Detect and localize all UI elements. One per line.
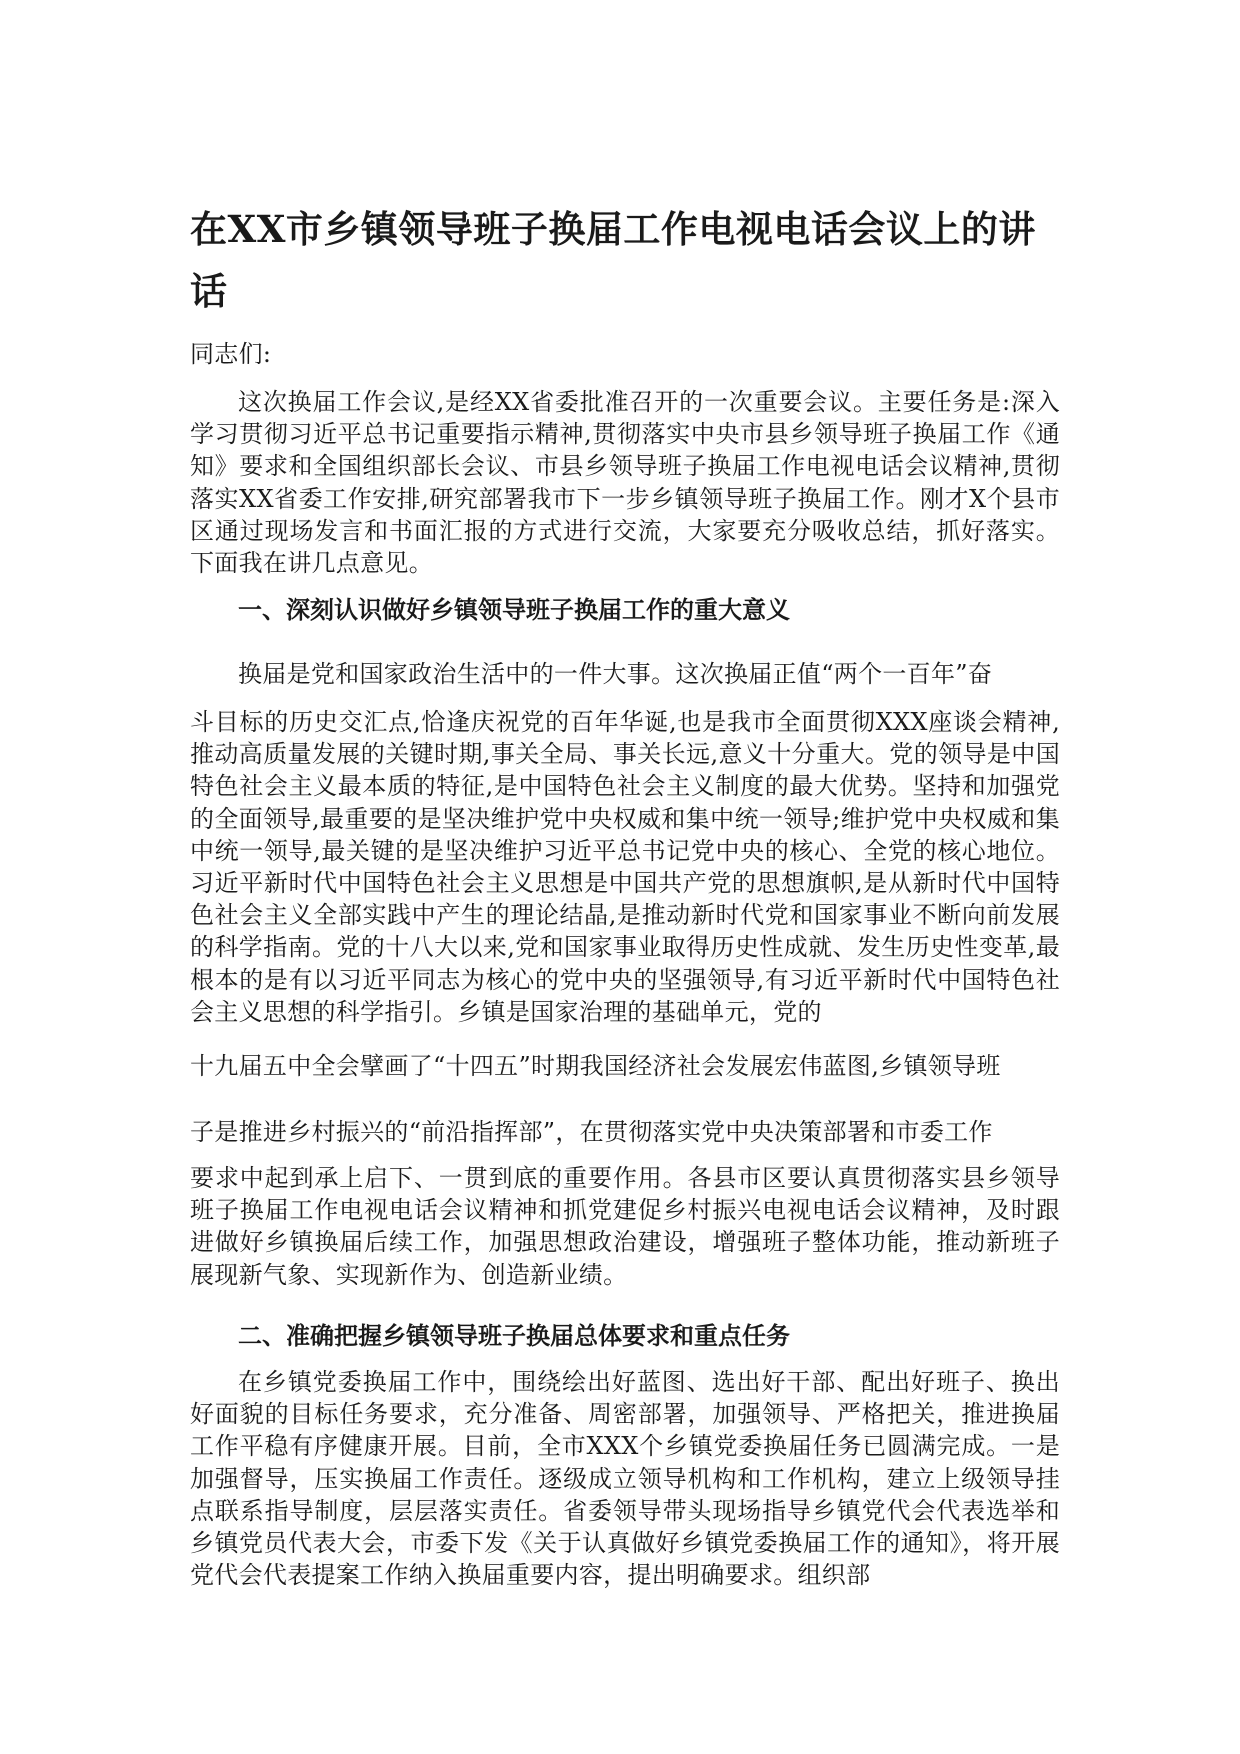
section1-line-3: 子是推进乡村振兴的“前沿指挥部”，在贯彻落实党中央决策部署和市委工作	[190, 1118, 993, 1146]
section-heading-1: 一、深刻认识做好乡镇领导班子换届工作的重大意义	[238, 595, 790, 624]
section1-paragraph-block-1: 斗目标的历史交汇点,恰逢庆祝党的百年华诞,也是我市全面贯彻XXX座谈会精神,推动高质量发展的关键时期,事关全局、事关长远,意义十分重大。党的领导是中国特色社会主义最本质的特征,是中国特色社会主义制度的最大优势。坚持和加强党的全面领导,最重要的是坚决维护党中央权威和集中统一领导;维护党中央权威和集中统一领导,最关键的是坚决维护习近平总书记党中央的核心、全党的核心地位。习近平新时代中国特色社会主义思想是中国共产党的思想旗帜,是从新时代中国特色社会主义全部实践中产生的理论结晶,是推动新时代党和国家事业不断向前发展的科学指南。党的十八大以来,党和国家事业取得历史性成就、发生历史性变革,最根本的是有以习近平同志为核心的党中央的坚强领导,有习近平新时代中国特色社会主义思想的科学指引。乡镇是国家治理的基础单元，党的	[190, 708, 1060, 1026]
section1-line-2: 十九届五中全会擘画了“十四五”时期我国经济社会发展宏伟蓝图,乡镇领导班	[190, 1052, 1001, 1080]
section1-paragraph-block-2: 要求中起到承上启下、一贯到底的重要作用。各县市区要认真贯彻落实县乡领导班子换届工作电视电话会议精神和抓党建促乡村振兴电视电话会议精神，及时跟进做好乡镇换届后续工作，加强思想政治建设，增强班子整体功能，推动新班子展现新气象、实现新作为、创造新业绩。	[190, 1164, 1060, 1289]
salutation: 同志们:	[190, 340, 272, 368]
document-title: 在XX市乡镇领导班子换届工作电视电话会议上的讲话	[190, 207, 1036, 313]
section-heading-2: 二、准确把握乡镇领导班子换届总体要求和重点任务	[238, 1321, 790, 1350]
section1-line-1: 换届是党和国家政治生活中的一件大事。这次换届正值“两个一百年”奋	[238, 660, 993, 688]
section2-paragraph: 在乡镇党委换届工作中，围绕绘出好蓝图、选出好干部、配出好班子、换出好面貌的目标任务要求，充分准备、周密部署，加强领导、严格把关，推进换届工作平稳有序健康开展。目前，全市XXX个乡镇党委换届任务已圆满完成。一是加强督导，压实换届工作责任。逐级成立领导机构和工作机构，建立上级领导挂点联系指导制度，层层落实责任。省委领导带头现场指导乡镇党代会代表选举和乡镇党员代表大会，市委下发《关于认真做好乡镇党委换届工作的通知》，将开展党代会代表提案工作纳入换届重要内容，提出明确要求。组织部	[190, 1368, 1060, 1590]
intro-paragraph: 这次换届工作会议,是经XX省委批准召开的一次重要会议。主要任务是:深入学习贯彻习近平总书记重要指示精神,贯彻落实中央市县乡领导班子换届工作《通知》要求和全国组织部长会议、市县乡领导班子换届工作电视电话会议精神,贯彻落实XX省委工作安排,研究部署我市下一步乡镇领导班子换届工作。刚才X个县市区通过现场发言和书面汇报的方式进行交流，大家要充分吸收总结，抓好落实。下面我在讲几点意见。	[190, 388, 1060, 578]
